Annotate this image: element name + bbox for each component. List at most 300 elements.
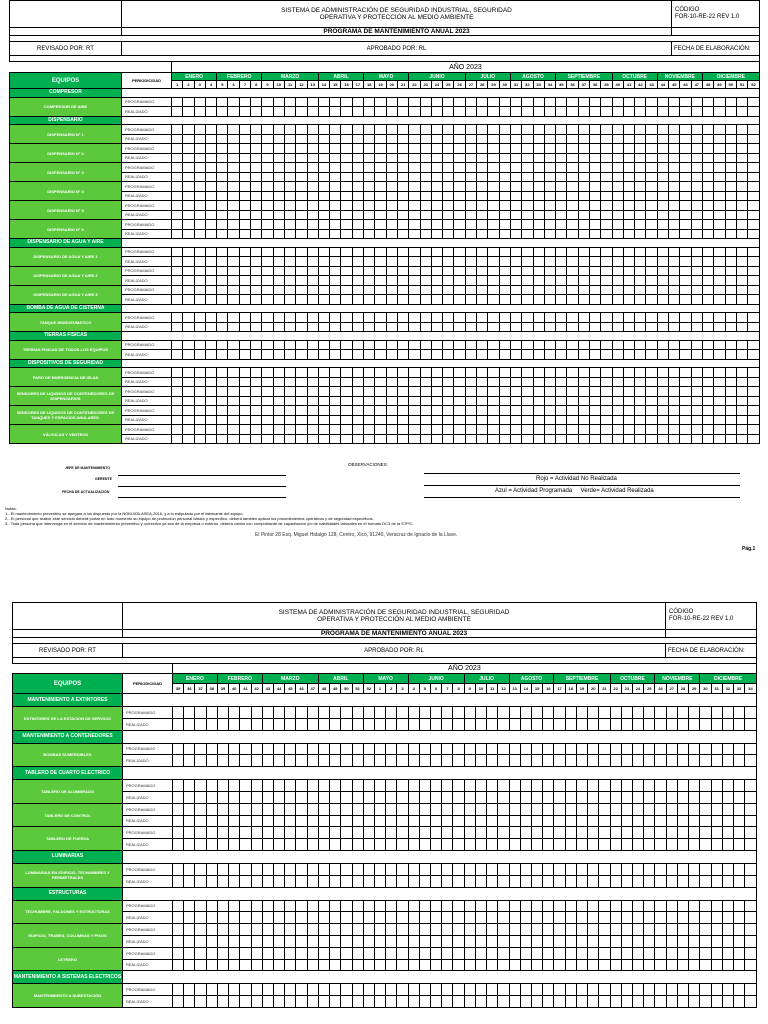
schedule-cell[interactable] bbox=[375, 266, 386, 276]
schedule-cell[interactable] bbox=[409, 396, 420, 406]
schedule-cell[interactable] bbox=[352, 959, 363, 971]
schedule-cell[interactable] bbox=[714, 191, 725, 201]
schedule-cell[interactable] bbox=[578, 229, 589, 239]
schedule-cell[interactable] bbox=[352, 350, 363, 360]
schedule-cell[interactable] bbox=[330, 780, 341, 792]
schedule-cell[interactable] bbox=[307, 340, 318, 350]
schedule-cell[interactable] bbox=[374, 863, 385, 875]
schedule-cell[interactable] bbox=[623, 163, 634, 173]
schedule-cell[interactable] bbox=[499, 350, 510, 360]
schedule-cell[interactable] bbox=[677, 984, 688, 996]
schedule-cell[interactable] bbox=[612, 415, 623, 425]
schedule-cell[interactable] bbox=[657, 276, 668, 286]
schedule-cell[interactable] bbox=[454, 377, 465, 387]
schedule-cell[interactable] bbox=[431, 368, 442, 378]
schedule-cell[interactable] bbox=[464, 900, 475, 912]
schedule-cell[interactable] bbox=[714, 247, 725, 257]
schedule-cell[interactable] bbox=[465, 210, 476, 220]
schedule-cell[interactable] bbox=[556, 97, 567, 107]
schedule-cell[interactable] bbox=[443, 134, 454, 144]
schedule-cell[interactable] bbox=[700, 827, 711, 839]
schedule-cell[interactable] bbox=[657, 285, 668, 295]
schedule-cell[interactable] bbox=[725, 434, 736, 444]
schedule-cell[interactable] bbox=[386, 875, 397, 887]
schedule-cell[interactable] bbox=[442, 863, 453, 875]
schedule-cell[interactable] bbox=[477, 107, 488, 117]
schedule-cell[interactable] bbox=[262, 163, 273, 173]
schedule-cell[interactable] bbox=[251, 959, 262, 971]
schedule-cell[interactable] bbox=[666, 839, 677, 851]
schedule-cell[interactable] bbox=[284, 201, 295, 211]
schedule-cell[interactable] bbox=[646, 134, 657, 144]
schedule-cell[interactable] bbox=[465, 257, 476, 267]
schedule-cell[interactable] bbox=[273, 815, 284, 827]
schedule-cell[interactable] bbox=[465, 295, 476, 305]
schedule-cell[interactable] bbox=[239, 322, 250, 332]
schedule-cell[interactable] bbox=[318, 780, 329, 792]
schedule-cell[interactable] bbox=[409, 266, 420, 276]
schedule-cell[interactable] bbox=[419, 875, 430, 887]
schedule-cell[interactable] bbox=[172, 266, 183, 276]
schedule-cell[interactable] bbox=[702, 182, 713, 192]
schedule-cell[interactable] bbox=[669, 285, 680, 295]
schedule-cell[interactable] bbox=[296, 984, 307, 996]
schedule-cell[interactable] bbox=[386, 425, 397, 435]
schedule-cell[interactable] bbox=[475, 718, 486, 730]
schedule-cell[interactable] bbox=[477, 172, 488, 182]
schedule-cell[interactable] bbox=[565, 755, 576, 767]
schedule-cell[interactable] bbox=[341, 201, 352, 211]
schedule-cell[interactable] bbox=[601, 350, 612, 360]
schedule-cell[interactable] bbox=[745, 959, 757, 971]
schedule-cell[interactable] bbox=[556, 182, 567, 192]
schedule-cell[interactable] bbox=[567, 172, 578, 182]
schedule-cell[interactable] bbox=[477, 276, 488, 286]
schedule-cell[interactable] bbox=[251, 803, 262, 815]
schedule-cell[interactable] bbox=[655, 791, 666, 803]
schedule-cell[interactable] bbox=[588, 827, 599, 839]
schedule-cell[interactable] bbox=[567, 396, 578, 406]
schedule-cell[interactable] bbox=[454, 107, 465, 117]
schedule-cell[interactable] bbox=[556, 220, 567, 230]
schedule-cell[interactable] bbox=[431, 210, 442, 220]
schedule-cell[interactable] bbox=[228, 406, 239, 416]
schedule-cell[interactable] bbox=[702, 191, 713, 201]
schedule-cell[interactable] bbox=[725, 406, 736, 416]
schedule-cell[interactable] bbox=[533, 172, 544, 182]
schedule-cell[interactable] bbox=[419, 743, 430, 755]
schedule-cell[interactable] bbox=[228, 163, 239, 173]
schedule-cell[interactable] bbox=[510, 406, 521, 416]
schedule-cell[interactable] bbox=[363, 996, 374, 1008]
schedule-cell[interactable] bbox=[307, 803, 318, 815]
schedule-cell[interactable] bbox=[748, 396, 760, 406]
schedule-cell[interactable] bbox=[273, 153, 284, 163]
schedule-cell[interactable] bbox=[454, 368, 465, 378]
schedule-cell[interactable] bbox=[352, 201, 363, 211]
schedule-cell[interactable] bbox=[635, 295, 646, 305]
schedule-cell[interactable] bbox=[330, 144, 341, 154]
schedule-cell[interactable] bbox=[599, 900, 610, 912]
schedule-cell[interactable] bbox=[522, 340, 533, 350]
schedule-cell[interactable] bbox=[172, 107, 183, 117]
schedule-cell[interactable] bbox=[352, 163, 363, 173]
schedule-cell[interactable] bbox=[205, 247, 216, 257]
schedule-cell[interactable] bbox=[733, 959, 744, 971]
schedule-cell[interactable] bbox=[431, 707, 442, 719]
schedule-cell[interactable] bbox=[589, 295, 600, 305]
schedule-cell[interactable] bbox=[453, 959, 464, 971]
schedule-cell[interactable] bbox=[565, 707, 576, 719]
schedule-cell[interactable] bbox=[273, 434, 284, 444]
schedule-cell[interactable] bbox=[194, 406, 205, 416]
schedule-cell[interactable] bbox=[669, 295, 680, 305]
schedule-cell[interactable] bbox=[576, 815, 587, 827]
schedule-cell[interactable] bbox=[646, 377, 657, 387]
schedule-cell[interactable] bbox=[284, 377, 295, 387]
schedule-cell[interactable] bbox=[520, 780, 531, 792]
schedule-cell[interactable] bbox=[623, 368, 634, 378]
schedule-cell[interactable] bbox=[341, 718, 352, 730]
schedule-cell[interactable] bbox=[567, 377, 578, 387]
schedule-cell[interactable] bbox=[666, 743, 677, 755]
schedule-cell[interactable] bbox=[228, 172, 239, 182]
schedule-cell[interactable] bbox=[442, 815, 453, 827]
schedule-cell[interactable] bbox=[464, 780, 475, 792]
schedule-cell[interactable] bbox=[386, 125, 397, 135]
schedule-cell[interactable] bbox=[307, 182, 318, 192]
schedule-cell[interactable] bbox=[465, 266, 476, 276]
schedule-cell[interactable] bbox=[273, 210, 284, 220]
schedule-cell[interactable] bbox=[397, 368, 408, 378]
schedule-cell[interactable] bbox=[296, 295, 307, 305]
schedule-cell[interactable] bbox=[700, 924, 711, 936]
schedule-cell[interactable] bbox=[284, 434, 295, 444]
schedule-cell[interactable] bbox=[431, 285, 442, 295]
schedule-cell[interactable] bbox=[700, 900, 711, 912]
schedule-cell[interactable] bbox=[635, 425, 646, 435]
schedule-cell[interactable] bbox=[397, 387, 408, 397]
schedule-cell[interactable] bbox=[251, 863, 262, 875]
schedule-cell[interactable] bbox=[677, 935, 688, 947]
schedule-cell[interactable] bbox=[725, 220, 736, 230]
schedule-cell[interactable] bbox=[318, 996, 329, 1008]
schedule-cell[interactable] bbox=[714, 368, 725, 378]
schedule-cell[interactable] bbox=[520, 863, 531, 875]
schedule-cell[interactable] bbox=[725, 415, 736, 425]
schedule-cell[interactable] bbox=[206, 827, 217, 839]
schedule-cell[interactable] bbox=[745, 707, 757, 719]
schedule-cell[interactable] bbox=[522, 377, 533, 387]
schedule-cell[interactable] bbox=[330, 266, 341, 276]
schedule-cell[interactable] bbox=[352, 947, 363, 959]
schedule-cell[interactable] bbox=[172, 276, 183, 286]
schedule-cell[interactable] bbox=[420, 322, 431, 332]
schedule-cell[interactable] bbox=[397, 172, 408, 182]
schedule-cell[interactable] bbox=[364, 368, 375, 378]
schedule-cell[interactable] bbox=[296, 425, 307, 435]
schedule-cell[interactable] bbox=[612, 313, 623, 323]
schedule-cell[interactable] bbox=[644, 912, 655, 924]
schedule-cell[interactable] bbox=[318, 247, 329, 257]
schedule-cell[interactable] bbox=[601, 387, 612, 397]
schedule-cell[interactable] bbox=[635, 313, 646, 323]
schedule-cell[interactable] bbox=[669, 107, 680, 117]
schedule-cell[interactable] bbox=[307, 900, 318, 912]
schedule-cell[interactable] bbox=[364, 172, 375, 182]
schedule-cell[interactable] bbox=[183, 340, 194, 350]
schedule-cell[interactable] bbox=[296, 134, 307, 144]
schedule-cell[interactable] bbox=[453, 718, 464, 730]
schedule-cell[interactable] bbox=[262, 415, 273, 425]
schedule-cell[interactable] bbox=[533, 387, 544, 397]
schedule-cell[interactable] bbox=[262, 875, 273, 887]
schedule-cell[interactable] bbox=[262, 935, 273, 947]
schedule-cell[interactable] bbox=[341, 827, 352, 839]
schedule-cell[interactable] bbox=[635, 201, 646, 211]
schedule-cell[interactable] bbox=[544, 377, 555, 387]
schedule-cell[interactable] bbox=[487, 815, 498, 827]
schedule-cell[interactable] bbox=[318, 827, 329, 839]
schedule-cell[interactable] bbox=[431, 191, 442, 201]
schedule-cell[interactable] bbox=[554, 839, 565, 851]
schedule-cell[interactable] bbox=[689, 924, 700, 936]
schedule-cell[interactable] bbox=[228, 153, 239, 163]
schedule-cell[interactable] bbox=[554, 827, 565, 839]
schedule-cell[interactable] bbox=[443, 425, 454, 435]
schedule-cell[interactable] bbox=[240, 863, 251, 875]
schedule-cell[interactable] bbox=[352, 827, 363, 839]
schedule-cell[interactable] bbox=[397, 803, 408, 815]
schedule-cell[interactable] bbox=[352, 97, 363, 107]
schedule-cell[interactable] bbox=[702, 434, 713, 444]
schedule-cell[interactable] bbox=[408, 912, 419, 924]
schedule-cell[interactable] bbox=[612, 210, 623, 220]
schedule-cell[interactable] bbox=[273, 396, 284, 406]
schedule-cell[interactable] bbox=[621, 900, 632, 912]
schedule-cell[interactable] bbox=[544, 322, 555, 332]
schedule-cell[interactable] bbox=[465, 434, 476, 444]
schedule-cell[interactable] bbox=[722, 791, 733, 803]
schedule-cell[interactable] bbox=[408, 996, 419, 1008]
schedule-cell[interactable] bbox=[363, 947, 374, 959]
schedule-cell[interactable] bbox=[736, 425, 747, 435]
schedule-cell[interactable] bbox=[733, 900, 744, 912]
schedule-cell[interactable] bbox=[341, 803, 352, 815]
schedule-cell[interactable] bbox=[657, 144, 668, 154]
schedule-cell[interactable] bbox=[420, 153, 431, 163]
schedule-cell[interactable] bbox=[465, 387, 476, 397]
schedule-cell[interactable] bbox=[454, 144, 465, 154]
schedule-cell[interactable] bbox=[702, 144, 713, 154]
schedule-cell[interactable] bbox=[533, 340, 544, 350]
schedule-cell[interactable] bbox=[409, 153, 420, 163]
schedule-cell[interactable] bbox=[655, 984, 666, 996]
schedule-cell[interactable] bbox=[183, 285, 194, 295]
schedule-cell[interactable] bbox=[520, 815, 531, 827]
schedule-cell[interactable] bbox=[725, 425, 736, 435]
schedule-cell[interactable] bbox=[680, 313, 691, 323]
schedule-cell[interactable] bbox=[217, 425, 228, 435]
schedule-cell[interactable] bbox=[206, 875, 217, 887]
schedule-cell[interactable] bbox=[578, 285, 589, 295]
schedule-cell[interactable] bbox=[184, 803, 195, 815]
schedule-cell[interactable] bbox=[375, 210, 386, 220]
schedule-cell[interactable] bbox=[408, 707, 419, 719]
schedule-cell[interactable] bbox=[454, 172, 465, 182]
schedule-cell[interactable] bbox=[578, 340, 589, 350]
schedule-cell[interactable] bbox=[217, 134, 228, 144]
schedule-cell[interactable] bbox=[431, 396, 442, 406]
schedule-cell[interactable] bbox=[464, 743, 475, 755]
schedule-cell[interactable] bbox=[284, 340, 295, 350]
schedule-cell[interactable] bbox=[565, 839, 576, 851]
schedule-cell[interactable] bbox=[352, 924, 363, 936]
schedule-cell[interactable] bbox=[509, 780, 520, 792]
schedule-cell[interactable] bbox=[748, 368, 760, 378]
schedule-cell[interactable] bbox=[453, 755, 464, 767]
schedule-cell[interactable] bbox=[599, 863, 610, 875]
schedule-cell[interactable] bbox=[689, 959, 700, 971]
schedule-cell[interactable] bbox=[419, 803, 430, 815]
schedule-cell[interactable] bbox=[475, 875, 486, 887]
schedule-cell[interactable] bbox=[341, 387, 352, 397]
schedule-cell[interactable] bbox=[251, 912, 262, 924]
schedule-cell[interactable] bbox=[669, 210, 680, 220]
schedule-cell[interactable] bbox=[465, 201, 476, 211]
schedule-cell[interactable] bbox=[409, 229, 420, 239]
schedule-cell[interactable] bbox=[733, 863, 744, 875]
schedule-cell[interactable] bbox=[296, 313, 307, 323]
schedule-cell[interactable] bbox=[700, 839, 711, 851]
schedule-cell[interactable] bbox=[488, 313, 499, 323]
schedule-cell[interactable] bbox=[722, 924, 733, 936]
schedule-cell[interactable] bbox=[397, 791, 408, 803]
schedule-cell[interactable] bbox=[307, 707, 318, 719]
schedule-cell[interactable] bbox=[262, 947, 273, 959]
schedule-cell[interactable] bbox=[284, 144, 295, 154]
schedule-cell[interactable] bbox=[454, 210, 465, 220]
schedule-cell[interactable] bbox=[589, 257, 600, 267]
schedule-cell[interactable] bbox=[691, 276, 702, 286]
schedule-cell[interactable] bbox=[576, 718, 587, 730]
schedule-cell[interactable] bbox=[262, 755, 273, 767]
schedule-cell[interactable] bbox=[556, 125, 567, 135]
schedule-cell[interactable] bbox=[318, 803, 329, 815]
schedule-cell[interactable] bbox=[397, 707, 408, 719]
schedule-cell[interactable] bbox=[442, 912, 453, 924]
schedule-cell[interactable] bbox=[431, 863, 442, 875]
schedule-cell[interactable] bbox=[341, 295, 352, 305]
schedule-cell[interactable] bbox=[409, 144, 420, 154]
schedule-cell[interactable] bbox=[173, 815, 184, 827]
schedule-cell[interactable] bbox=[262, 425, 273, 435]
schedule-cell[interactable] bbox=[691, 266, 702, 276]
schedule-cell[interactable] bbox=[307, 172, 318, 182]
schedule-cell[interactable] bbox=[736, 247, 747, 257]
schedule-cell[interactable] bbox=[510, 368, 521, 378]
schedule-cell[interactable] bbox=[318, 947, 329, 959]
schedule-cell[interactable] bbox=[623, 350, 634, 360]
schedule-cell[interactable] bbox=[183, 295, 194, 305]
schedule-cell[interactable] bbox=[666, 815, 677, 827]
schedule-cell[interactable] bbox=[657, 201, 668, 211]
schedule-cell[interactable] bbox=[352, 984, 363, 996]
schedule-cell[interactable] bbox=[477, 295, 488, 305]
schedule-cell[interactable] bbox=[239, 201, 250, 211]
schedule-cell[interactable] bbox=[487, 900, 498, 912]
schedule-cell[interactable] bbox=[567, 182, 578, 192]
schedule-cell[interactable] bbox=[556, 210, 567, 220]
schedule-cell[interactable] bbox=[576, 959, 587, 971]
schedule-cell[interactable] bbox=[217, 827, 228, 839]
schedule-cell[interactable] bbox=[217, 340, 228, 350]
schedule-cell[interactable] bbox=[184, 839, 195, 851]
schedule-cell[interactable] bbox=[499, 425, 510, 435]
schedule-cell[interactable] bbox=[533, 220, 544, 230]
schedule-cell[interactable] bbox=[229, 803, 240, 815]
schedule-cell[interactable] bbox=[689, 839, 700, 851]
schedule-cell[interactable] bbox=[578, 210, 589, 220]
schedule-cell[interactable] bbox=[748, 191, 760, 201]
schedule-cell[interactable] bbox=[442, 743, 453, 755]
schedule-cell[interactable] bbox=[183, 368, 194, 378]
schedule-cell[interactable] bbox=[725, 313, 736, 323]
schedule-cell[interactable] bbox=[666, 718, 677, 730]
schedule-cell[interactable] bbox=[554, 984, 565, 996]
schedule-cell[interactable] bbox=[205, 313, 216, 323]
schedule-cell[interactable] bbox=[510, 285, 521, 295]
schedule-cell[interactable] bbox=[487, 912, 498, 924]
schedule-cell[interactable] bbox=[700, 912, 711, 924]
schedule-cell[interactable] bbox=[183, 276, 194, 286]
schedule-cell[interactable] bbox=[669, 182, 680, 192]
schedule-cell[interactable] bbox=[623, 229, 634, 239]
schedule-cell[interactable] bbox=[330, 377, 341, 387]
schedule-cell[interactable] bbox=[173, 791, 184, 803]
schedule-cell[interactable] bbox=[610, 947, 621, 959]
schedule-cell[interactable] bbox=[691, 191, 702, 201]
schedule-cell[interactable] bbox=[375, 172, 386, 182]
schedule-cell[interactable] bbox=[510, 425, 521, 435]
schedule-cell[interactable] bbox=[520, 935, 531, 947]
schedule-cell[interactable] bbox=[296, 201, 307, 211]
schedule-cell[interactable] bbox=[666, 935, 677, 947]
schedule-cell[interactable] bbox=[330, 387, 341, 397]
schedule-cell[interactable] bbox=[184, 863, 195, 875]
schedule-cell[interactable] bbox=[352, 322, 363, 332]
schedule-cell[interactable] bbox=[183, 182, 194, 192]
schedule-cell[interactable] bbox=[599, 791, 610, 803]
schedule-cell[interactable] bbox=[635, 377, 646, 387]
schedule-cell[interactable] bbox=[262, 827, 273, 839]
schedule-cell[interactable] bbox=[644, 827, 655, 839]
schedule-cell[interactable] bbox=[689, 947, 700, 959]
schedule-cell[interactable] bbox=[464, 718, 475, 730]
schedule-cell[interactable] bbox=[702, 368, 713, 378]
schedule-cell[interactable] bbox=[386, 707, 397, 719]
schedule-cell[interactable] bbox=[453, 839, 464, 851]
schedule-cell[interactable] bbox=[465, 340, 476, 350]
schedule-cell[interactable] bbox=[666, 707, 677, 719]
schedule-cell[interactable] bbox=[397, 191, 408, 201]
schedule-cell[interactable] bbox=[644, 707, 655, 719]
schedule-cell[interactable] bbox=[623, 434, 634, 444]
schedule-cell[interactable] bbox=[296, 780, 307, 792]
schedule-cell[interactable] bbox=[736, 322, 747, 332]
schedule-cell[interactable] bbox=[173, 755, 184, 767]
schedule-cell[interactable] bbox=[172, 285, 183, 295]
